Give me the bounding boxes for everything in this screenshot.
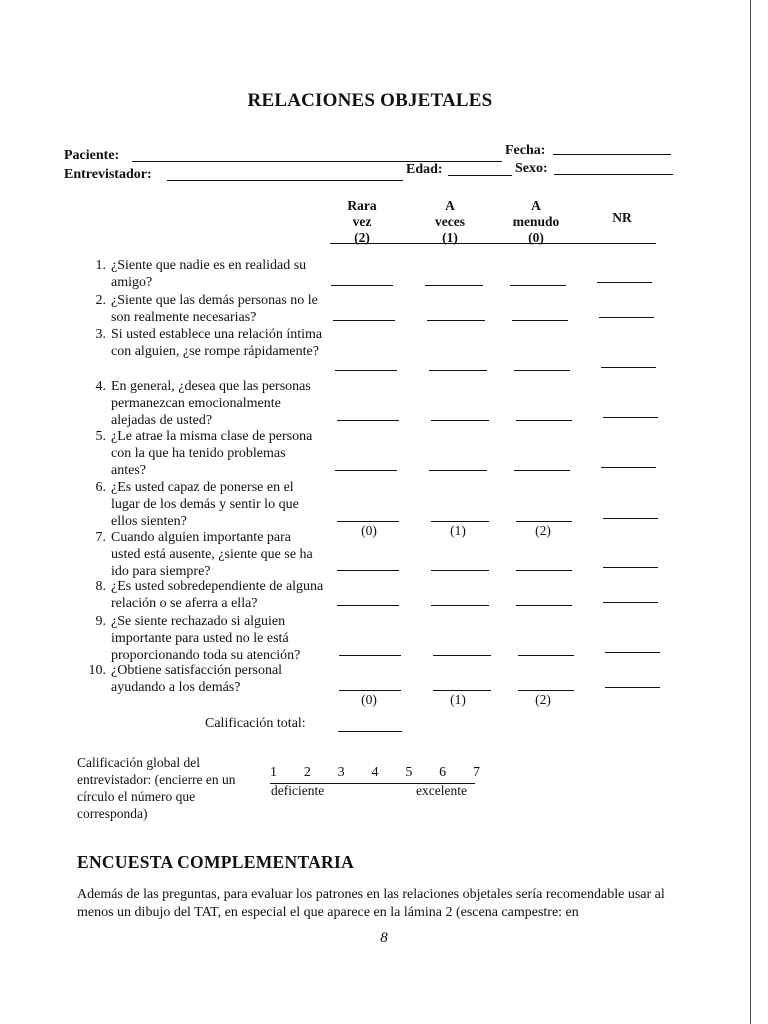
page-edge-line (750, 0, 751, 1024)
answer-blank[interactable] (514, 470, 570, 471)
fecha-label: Fecha: (505, 143, 546, 158)
answer-blank[interactable] (512, 320, 568, 321)
answer-blank[interactable] (431, 570, 489, 571)
question-text: ¿Le atrae la misma clase de persona con la que ha tenido problemas antes? (111, 429, 313, 478)
edad-field[interactable] (448, 175, 512, 176)
question-item (84, 662, 324, 696)
answer-blank[interactable] (333, 320, 395, 321)
scale-option[interactable]: 2 (303, 765, 311, 780)
answer-blank[interactable] (431, 521, 489, 522)
column-header-line: A (445, 198, 455, 213)
answer-blank[interactable] (518, 655, 574, 656)
answer-blank[interactable] (516, 420, 572, 421)
question-item (84, 613, 324, 664)
answer-blank[interactable] (603, 567, 658, 568)
paciente-field[interactable] (132, 161, 502, 162)
question-item (84, 479, 324, 530)
answer-blank[interactable] (427, 320, 485, 321)
answer-blank[interactable] (339, 655, 401, 656)
question-text: ¿Siente que las demás personas no le son realmente necesarias? (111, 293, 318, 325)
answer-blank[interactable] (335, 370, 397, 371)
section-paragraph: Además de las preguntas, para evaluar los patrones en las relaciones objetales sería recomendable usar al menos un dibujo del TAT, en especial el que aparece en la lámina 2 (escena campestre: en (77, 887, 665, 920)
column-header (410, 198, 490, 246)
answer-blank[interactable] (601, 367, 656, 368)
question-item (84, 326, 324, 360)
rating-scale (270, 765, 480, 781)
question-item (84, 257, 324, 291)
sexo-field[interactable] (554, 174, 673, 175)
column-header (322, 198, 402, 246)
column-header-line: NR (612, 210, 632, 225)
answer-blank[interactable] (518, 690, 574, 691)
question-text: ¿Es usted sobredependiente de alguna relación o se aferra a ella? (111, 579, 324, 611)
reverse-score: (0) (361, 692, 377, 707)
edad-label: Edad: (406, 162, 443, 177)
question-text: ¿Es usted capaz de ponerse en el lugar de los demás y sentir lo que ellos sienten? (111, 480, 299, 529)
question-text: ¿Se siente rechazado si alguien importante para usted no le está proporcionando toda su atención? (111, 614, 301, 663)
scale-option[interactable]: 6 (439, 765, 447, 780)
question-number: 7. (95, 530, 106, 545)
question-number: 10. (88, 663, 106, 678)
question-number: 2. (95, 293, 106, 308)
scale-option[interactable]: 3 (337, 765, 345, 780)
question-number: 9. (95, 614, 106, 629)
form-title: RELACIONES OBJETALES (247, 90, 493, 111)
answer-blank[interactable] (516, 605, 572, 606)
header-rule (330, 243, 656, 244)
answer-blank[interactable] (433, 655, 491, 656)
entrevistador-label: Entrevistador: (64, 167, 152, 182)
question-text: ¿Obtiene satisfacción personal ayudando a los demás? (111, 663, 283, 695)
answer-blank[interactable] (337, 570, 399, 571)
answer-blank[interactable] (599, 317, 654, 318)
question-item (84, 529, 324, 580)
question-item (84, 378, 324, 429)
reverse-score: (1) (450, 523, 466, 538)
sexo-label: Sexo: (515, 161, 548, 176)
question-item (84, 428, 324, 479)
scale-option[interactable]: 4 (371, 765, 379, 780)
scale-low-label: deficiente (271, 783, 325, 798)
entrevistador-field[interactable] (167, 180, 403, 181)
global-rating-label: Calificación global del entrevistador: (encierre en un círculo el número que corresponda) (77, 755, 236, 821)
answer-blank[interactable] (433, 690, 491, 691)
answer-blank[interactable] (429, 470, 487, 471)
answer-blank[interactable] (331, 285, 393, 286)
column-header-line: Rara (347, 198, 377, 213)
answer-blank[interactable] (603, 417, 658, 418)
question-number: 3. (95, 327, 106, 342)
answer-blank[interactable] (605, 652, 660, 653)
answer-blank[interactable] (516, 570, 572, 571)
answer-blank[interactable] (510, 285, 566, 286)
question-number: 8. (95, 579, 106, 594)
total-field[interactable] (338, 731, 402, 732)
answer-blank[interactable] (603, 518, 658, 519)
question-number: 6. (95, 480, 106, 495)
question-text: En general, ¿desea que las personas permanezcan emocionalmente alejadas de usted? (111, 379, 311, 428)
total-label: Calificación total: (205, 716, 306, 731)
scale-option[interactable]: 7 (472, 765, 480, 780)
reverse-score: (0) (361, 523, 377, 538)
answer-blank[interactable] (597, 282, 652, 283)
fecha-field[interactable] (553, 154, 671, 155)
column-header-line: menudo (512, 214, 560, 229)
question-text: Si usted establece una relación íntima con alguien, ¿se rompe rápidamente? (111, 327, 323, 359)
question-text: Cuando alguien importante para usted está ausente, ¿siente que se ha ido para siempre? (111, 530, 313, 579)
answer-blank[interactable] (431, 605, 489, 606)
answer-blank[interactable] (425, 285, 483, 286)
question-number: 5. (95, 429, 106, 444)
answer-blank[interactable] (429, 370, 487, 371)
column-header (496, 198, 576, 246)
answer-blank[interactable] (605, 687, 660, 688)
column-header-line: A (531, 198, 541, 213)
page-number: 8 (380, 930, 388, 946)
scale-option[interactable]: 5 (405, 765, 413, 780)
question-number: 4. (95, 379, 106, 394)
reverse-score: (1) (450, 692, 466, 707)
answer-blank[interactable] (603, 602, 658, 603)
answer-blank[interactable] (601, 467, 656, 468)
answer-blank[interactable] (337, 420, 399, 421)
scale-option[interactable]: 1 (270, 765, 277, 780)
answer-blank[interactable] (335, 470, 397, 471)
section-title: ENCUESTA COMPLEMENTARIA (77, 852, 355, 872)
scale-high-label: excelente (416, 783, 467, 798)
column-header-line: vez (352, 214, 372, 229)
column-header-line: (0) (528, 230, 544, 245)
answer-blank[interactable] (337, 521, 399, 522)
answer-blank[interactable] (339, 690, 401, 691)
column-header-line: veces (435, 214, 465, 229)
answer-blank[interactable] (337, 605, 399, 606)
column-header-line: (1) (442, 230, 458, 245)
question-number: 1. (95, 258, 106, 273)
column-header (582, 210, 662, 226)
reverse-score: (2) (535, 692, 551, 707)
reverse-score: (2) (535, 523, 551, 538)
paciente-label: Paciente: (64, 148, 120, 163)
question-text: ¿Siente que nadie es en realidad su amigo? (111, 258, 307, 290)
question-item (84, 292, 324, 326)
column-header-line: (2) (354, 230, 370, 245)
answer-blank[interactable] (431, 420, 489, 421)
answer-blank[interactable] (514, 370, 570, 371)
answer-blank[interactable] (516, 521, 572, 522)
question-item (84, 578, 324, 612)
